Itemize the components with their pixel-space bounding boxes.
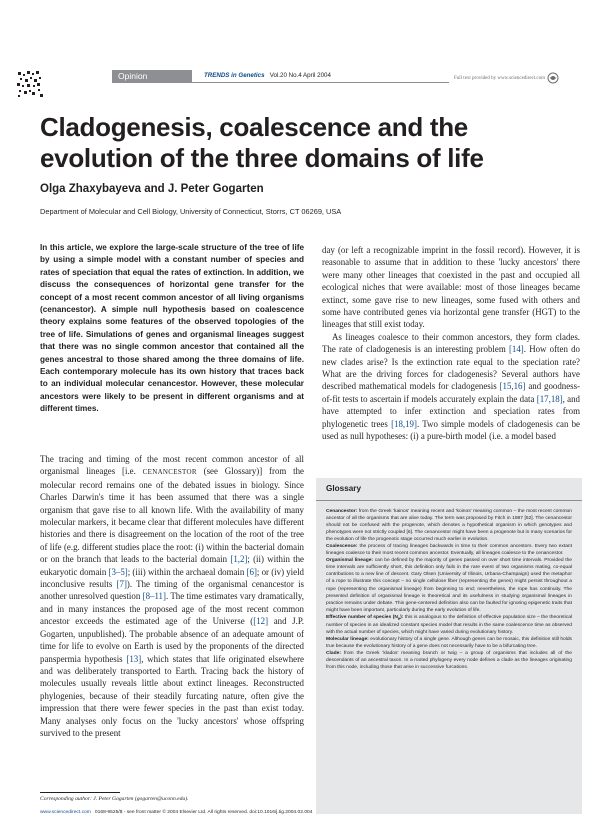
glossary-term-link: CENANCESTOR (142, 468, 197, 477)
sciencedirect-logo-icon (546, 72, 560, 84)
citation-link[interactable]: [15,16] (499, 381, 526, 392)
section-tag: Opinion (112, 70, 192, 82)
glossary-entry (326, 543, 572, 557)
header-rule (112, 82, 449, 83)
glossary-heading: Glossary (326, 484, 362, 493)
issue-info: Vol.20 No.4 April 2004 (269, 72, 331, 79)
journal-info (204, 70, 331, 82)
body-paragraph (40, 453, 304, 739)
glossary-entry (326, 508, 572, 543)
text-run: (see Glossary)] from the molecular record remains one of the debated issues in biology. Since Charles Darwin's time it has been assumed that there was a single organism that gave rise to all known life. With the availability of many molecular markers, it became clear that different molecules have different histories and there is disagreement on the location of the root of the tree of life (e.g. different studies place the root: (i) within the bacterial domain or on the branch that leads to the bacterial domain (40, 466, 304, 565)
glossary-entry (326, 636, 572, 650)
text-run: . Two simple models of cladogenesis can be used as null hypotheses: (i) a pure-birth model (i.e. a model based (322, 418, 580, 442)
glossary-term: Clade: (326, 650, 341, 656)
body-right-column (322, 244, 580, 443)
glossary-rule (316, 500, 582, 501)
footnote-rule (40, 792, 120, 793)
authors: Olga Zhaxybayeva and J. Peter Gogarten (40, 183, 264, 195)
citation-link[interactable]: [7] (116, 579, 127, 590)
term-text: Effective number of species (N (326, 614, 398, 620)
abstract: In this article, we explore the large-scale structure of the tree of life by using a simple model with a constant number of species and rates of speciation that equal the rates of extinction. In addition, we discuss the consequences of horizontal gene transfer for the concept of a most recent common ancestor of all living organisms (cenancestor). A simple null hypothesis based on coalescence theory explains some features of the observed topologies of the tree of life. Simulations of genes and organismal lineages suggest that there was no single common ancestor that contained all the genes ancestral to those shared among the three domains of life. Each contemporary molecule has its own history that traces back to an individual molecular cenancestor. However, these molecular ancestors were likely to be present in different organisms and at different times. (40, 243, 304, 414)
glossary-term: Cenancestor: (326, 509, 358, 514)
glossary-term: Coalescence: (326, 544, 358, 550)
glossary-entry (326, 650, 572, 671)
citation-link[interactable]: [3–5] (108, 566, 128, 577)
text-run: . The time estimates vary dramatically, and in many instances the proposed age of the most recent common ancestor exceeds the estimated age of the Universe ( (40, 591, 304, 627)
title-line-1: Cladogenesis, coalescence and the (40, 112, 468, 142)
glossary-definition: from the Greek 'kainos' meaning recent and 'koinos' meaning common – the most recent common ancestor of all the organisms that are alive today. The term was proposed by Fitch in 1987 [52]. The cenancestor should not be confused with the progenote, which denotes a hypothetical organism in which genotypes and phenotypes were not strictly coupled [6]. The cenancestor might have been a progenote but in many scenarios for the evolution of life the progenotic stage occurred much earlier in evolution. (326, 509, 572, 543)
glossary-definition: from the Greek 'klados' meaning branch or twig – a group of organisms that includes all of the descendants of an ancestral taxon. In a rooted phylogeny every node defines a clade as the lineages originating from this node, including those that arise in successive furcations. (326, 650, 572, 670)
citation-link[interactable]: [18,19] (391, 418, 417, 429)
corresponding-author-footnote: Corresponding author: J. Peter Gogarten (gogarten@uconn.edu). (40, 796, 189, 802)
text-run: , which states that life originated elsewhere and was deliberately transported to Earth. Tracing back the history of molecules usually reveals little about extinct lineages. Reconstructed phylogenies, because of their steadily furcating nature, often give the impression that there were fewer species in the past than exist today. Many analyses only focus on the 'lucky ancestors' whose offspring survived to the present (40, 653, 304, 738)
body-paragraph (322, 331, 580, 443)
body-left-column (40, 453, 304, 739)
glossary-term (326, 615, 403, 620)
body-paragraph: day (or left a recognizable imprint in the fossil record). However, it is reasonable to assume that in addition to these 'lucky ancestors' there were many other lineages that coexisted in the past and occupied all ecological niches that were available: most of those lineages became extinct, some gave rise to new lineages, some fused with others and some have contributed genes via horizontal gene transfer (HGT) to the lineages that still exist today. (322, 245, 580, 330)
text-run: As lineages coalesce to their common ancestors, they form clades. The rate of cladogenesis is an interesting problem (322, 331, 580, 355)
text-run: , and have attempted to infer extinction and speciation rates from phylogenetic trees (322, 393, 580, 429)
citation-link[interactable]: [14] (508, 344, 524, 355)
text-run: ). The timing of the organismal cenancestor is another unresolved question (40, 579, 304, 602)
glossary-term: Organismal lineage: (326, 558, 374, 564)
journal-name: TRENDS in Genetics (204, 72, 265, 79)
publisher-mark (454, 72, 582, 84)
text-run: and J.P. Gogarten, unpublished). The probable absence of an adequate amount of time for life to evolve on Earth is used by the proponents of the directed panspermia hypothesis (40, 616, 304, 664)
footer-site-link[interactable]: www.sciencedirect.com (40, 810, 91, 815)
page-footer (40, 810, 312, 815)
publisher-blurb: Full text provided by www.sciencedirect.com (454, 76, 546, 82)
glossary-entry (326, 557, 572, 613)
footer-info: 0168-9525/$ - see front matter © 2004 Elsevier Ltd. All rights reserved. doi:10.1016/j.tig.2004.02.004 (94, 810, 313, 815)
citation-link[interactable]: [17,18] (536, 393, 563, 404)
article-title (40, 112, 580, 174)
term-text: ): (400, 614, 404, 620)
glossary-definition: this is analogous to the definition of effective population size – the theoretical number of species in an idealized constant species model that results in the same coalescence time as observed with the actual number of species, which might have varied during evolutionary history. (326, 614, 573, 635)
journal-logo-icon (16, 70, 44, 98)
text-run: ; (ii) within the eukaryotic domain (40, 554, 304, 577)
citation-link[interactable]: [1,2] (230, 554, 248, 565)
citation-link[interactable]: [6] (246, 566, 257, 577)
glossary-entry (326, 614, 572, 636)
affiliation: Department of Molecular and Cell Biology, University of Connecticut, Storrs, CT 06269, USA (40, 207, 342, 216)
glossary-box (316, 478, 582, 814)
glossary-definition: can be defined by the majority of genes passed on over short time intervals. Provided the time intervals are sufficiently short, this definition only fails in the rare event of two organisms mating, co-equal contributions to a new line of descent. Gary Olsen (University of Illinois, Urbana-Champaign) used the metaphor of a rope to illustrate this concept – no single cellulose fiber (representing the genes) might persist throughout a rope (representing the organismal lineage) from beginning to end; nevertheless, the rope has continuity. The presented definition of organismal lineage is theoretical and its usefulness in studying organismal lineages in practice remains under debate. This gene-centered definition also can be faulted for ignoring epigenetic traits that might have been important, particularly during the early evolution of life. (326, 558, 573, 613)
title-line-2: evolution of the three domains of life (40, 143, 484, 173)
glossary-definition: the process of tracing lineages backwards in time to their common ancestors. Every two extant lineages coalesce to their most recent common ancestor. Eventually, all lineages coalesce to the cenancestor. (326, 544, 572, 557)
text-run: and goodness-of-fit tests to ascertain if models accurately explain the data (322, 381, 581, 404)
glossary-term: Molecular lineage: (326, 636, 369, 642)
text-run: . How often do new clades arise? Is the extinction rate equal to the speciation rate? What are the driving forces for cladogenesis? Several authors have described mathematical models for cladogenesis (322, 344, 580, 392)
citation-link[interactable]: [8–11] (142, 591, 166, 602)
text-run: The tracing and timing of the most recent common ancestor of all organismal lineages [i.e. (40, 454, 304, 477)
term-subscript: e (397, 615, 401, 621)
text-run: ; or (iv) yield inconclusive results (40, 566, 304, 590)
citation-link[interactable]: [12] (253, 616, 269, 627)
citation-link[interactable]: [13] (126, 653, 142, 664)
text-run: ; (iii) within the archaeal domain (127, 566, 247, 577)
glossary-definition: evolutionary history of a single gene. Although genes can be mosaic, this definition still holds true because the evolutionary history of a gene does not necessarily have to be a bifurcating tree. (326, 636, 573, 649)
